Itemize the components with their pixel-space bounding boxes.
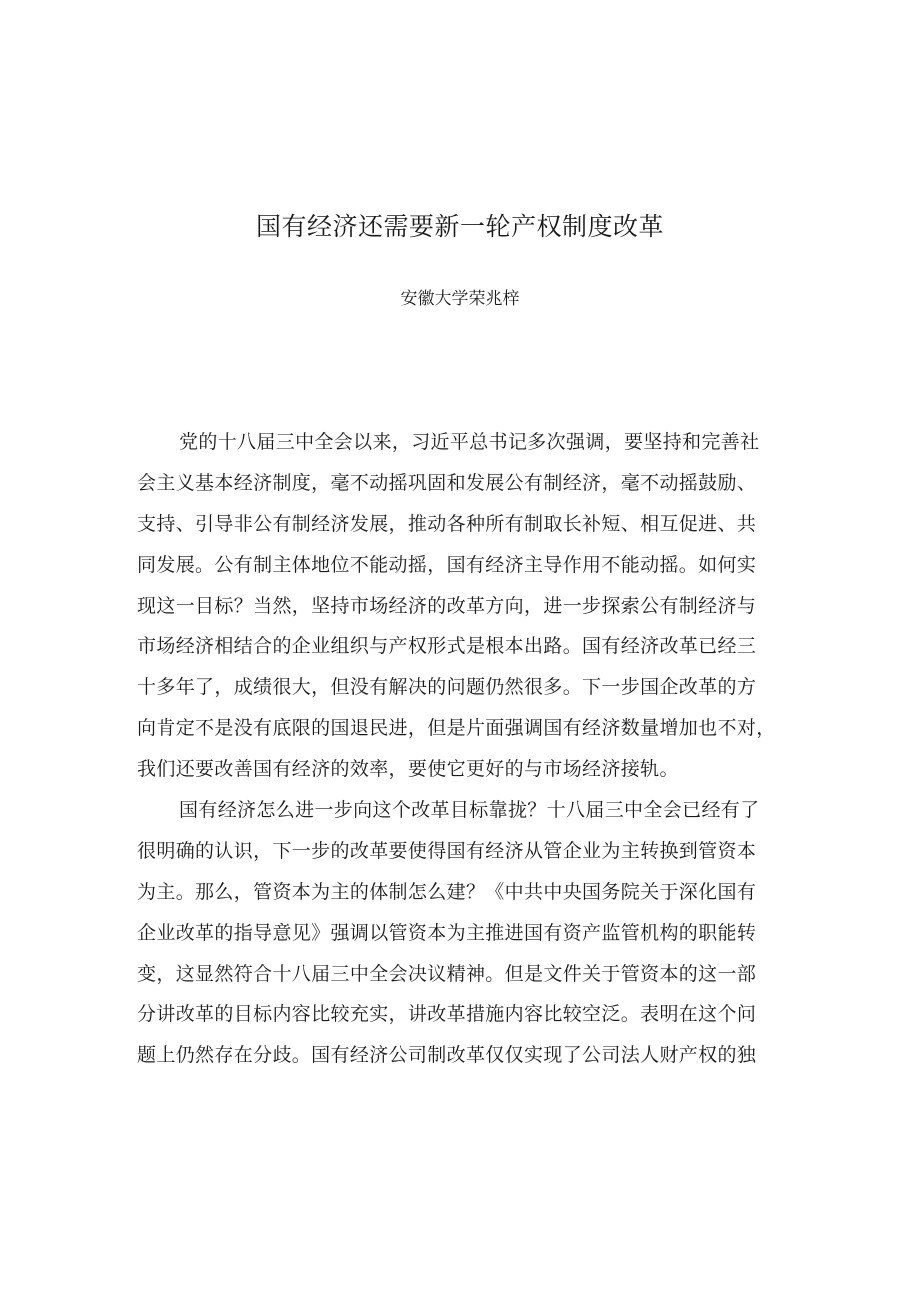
paragraph-line: 变，这显然符合十八届三中全会决议精神。但是文件关于管资本的这一部 [137,962,757,985]
document-body [137,422,797,1076]
paragraph-line: 现这一目标？当然，坚持市场经济的改革方向，进一步探索公有制经济与 [137,594,757,617]
paragraph-1 [137,422,797,790]
paragraph-line: 国有经济怎么进一步向这个改革目标靠拢？十八届三中全会已经有了 [179,799,760,822]
paragraph-line: 很明确的认识，下一步的改革要使得国有经济从管企业为主转换到管资本 [137,839,757,862]
paragraph-line: 党的十八届三中全会以来，习近平总书记多次强调，要坚持和完善社 [179,431,760,453]
paragraph-line: 同发展。公有制主体地位不能动摇，国有经济主导作用不能动摇。如何实 [137,553,757,576]
document-title: 国有经济还需要新一轮产权制度改革 [255,212,664,241]
paragraph-line: 题上仍然存在分歧。国有经济公司制改革仅仅实现了公司法人财产权的独 [137,1044,757,1067]
paragraph-line: 为主。那么，管资本为主的体制怎么建？《中共中央国务院关于深化国有 [137,880,757,903]
paragraph-2 [137,790,797,1076]
paragraph-line: 支持、引导非公有制经济发展，推动各种所有制取长补短、相互促进、共 [137,512,757,535]
paragraph-line: 企业改革的指导意见》强调以管资本为主推进国有资产监管机构的职能转 [137,921,757,944]
paragraph-line: 向肯定不是没有底限的国退民进，但是片面强调国有经济数量增加也不对， [137,717,776,740]
paragraph-line: 市场经济相结合的企业组织与产权形式是根本出路。国有经济改革已经三 [137,635,757,658]
document-author: 安徽大学荣兆梓 [400,289,520,309]
paragraph-line: 我们还要改善国有经济的效率，要使它更好的与市场经济接轨。 [137,758,679,781]
paragraph-line: 十多年了，成绩很大，但没有解决的问题仍然很多。下一步国企改革的方 [137,676,757,699]
paragraph-line: 分讲改革的目标内容比较充实，讲改革措施内容比较空泛。表明在这个问 [137,1003,757,1026]
paragraph-line: 会主义基本经济制度，毫不动摇巩固和发展公有制经济，毫不动摇鼓励、 [137,471,757,494]
